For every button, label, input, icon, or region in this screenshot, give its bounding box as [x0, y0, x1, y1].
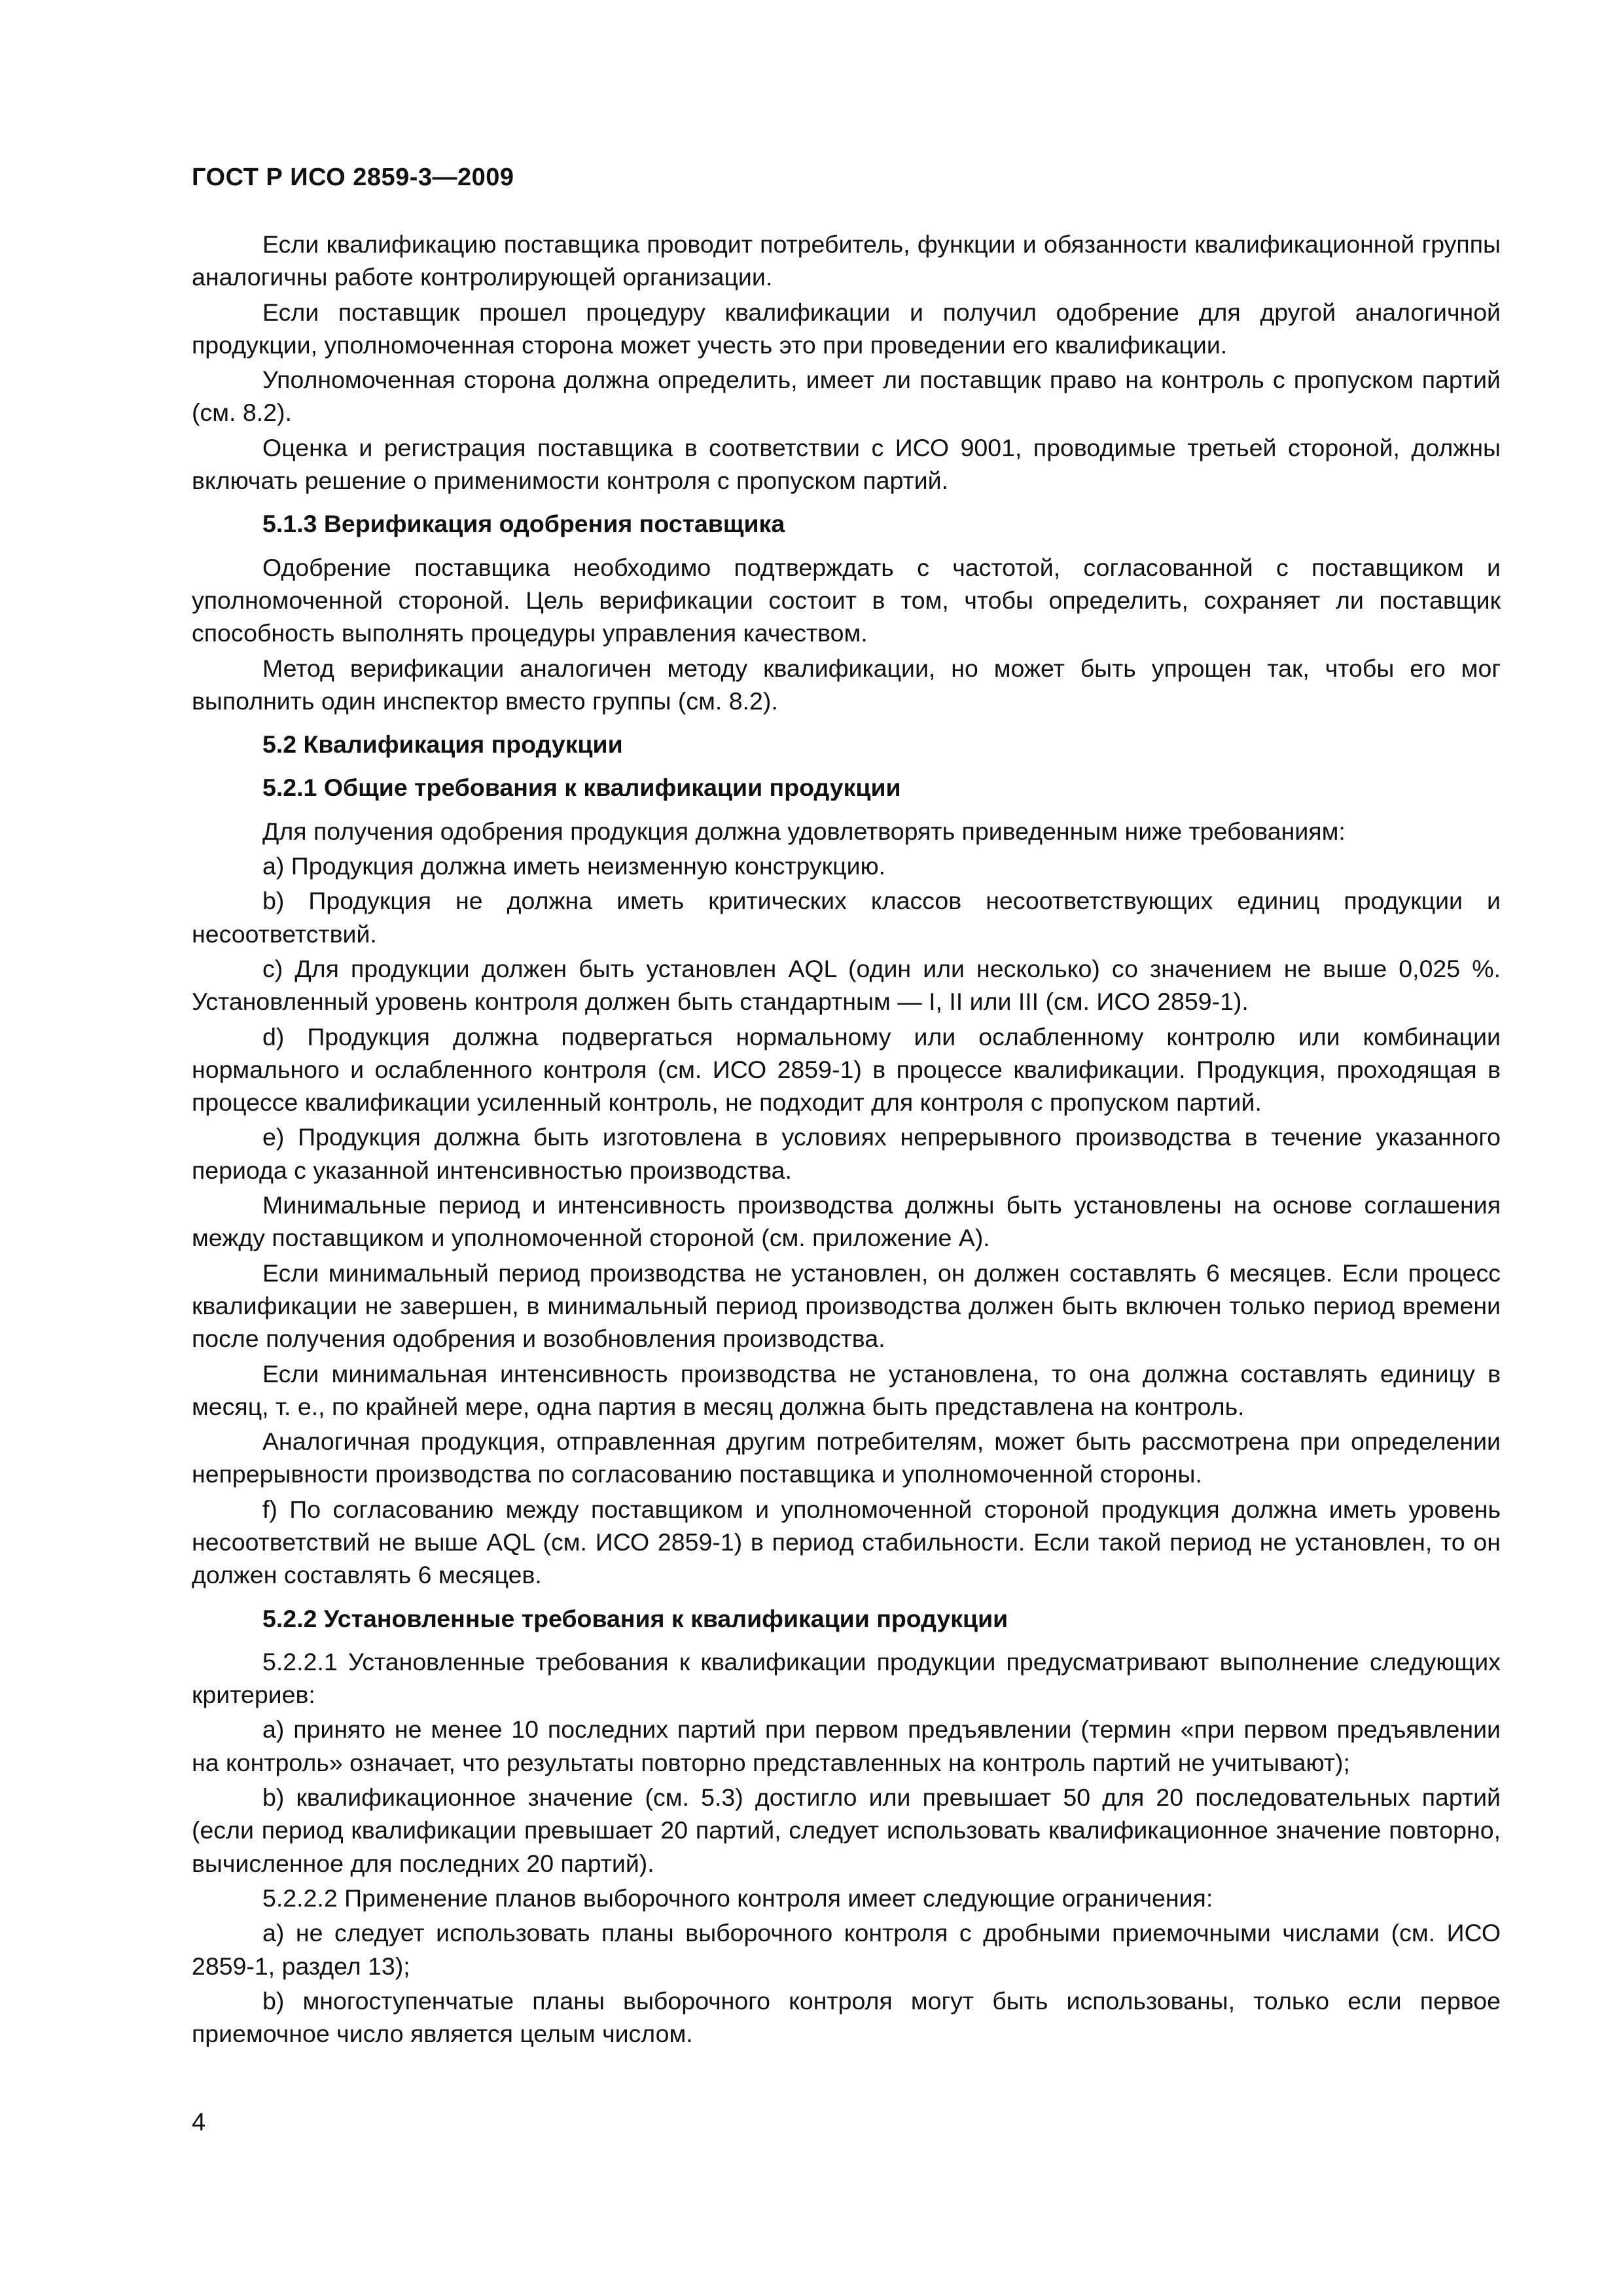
section-heading: 5.2 Квалификация продукции — [262, 730, 623, 759]
list-item: a) Продукция должна иметь неизменную конструкцию. — [262, 852, 886, 880]
list-item: a) не следует использовать планы выборочного контроля с дробными приемочными числами (см. ИСО 2859-1, раздел 13); — [192, 1919, 1501, 1980]
paragraph: 5.2.2.1 Установленные требования к квалификации продукции предусматривают выполнение следующих критериев: — [192, 1647, 1501, 1709]
list-item: b) квалификационное значение (см. 5.3) достигло или превышает 50 для 20 последовательных партий (если период квалификации превышает 20 партий, следует использовать квалификационное значение повторно, вычисленное для последних 20 партий). — [192, 1784, 1501, 1877]
paragraph: Если квалификацию поставщика проводит потребитель, функции и обязанности квалификационной группы аналогичны работе контролирующей организации. — [192, 230, 1501, 291]
paragraph: Для получения одобрения продукция должна удовлетворять приведенным ниже требованиям: — [262, 817, 1346, 845]
paragraph: Одобрение поставщика необходимо подтверждать с частотой, согласованной с поставщиком и уполномоченной стороной. Цель верификации состоит в том, чтобы определить, сохраняет ли поставщик способность выполнять процедуры управления качеством. — [192, 553, 1501, 647]
paragraph: Оценка и регистрация поставщика в соответствии с ИСО 9001, проводимые третьей стороной, должны включать решение о применимости контроля с пропуском партий. — [192, 433, 1501, 495]
list-item: a) принято не менее 10 последних партий при первом предъявлении (термин «при первом предъявлении на контроль» означает, что результаты повторно представленных на контроль партий не учитывают); — [192, 1715, 1501, 1776]
paragraph: Если поставщик прошел процедуру квалификации и получил одобрение для другой аналогичной продукции, уполномоченная сторона может учесть это при проведении его квалификации. — [192, 298, 1501, 359]
list-item: b) Продукция не должна иметь критических классов несоответствующих единиц продукции и несоответствий. — [192, 887, 1501, 948]
paragraph: 5.2.2.2 Применение планов выборочного контроля имеет следующие ограничения: — [262, 1884, 1213, 1912]
paragraph: Если минимальная интенсивность производства не установлена, то она должна составлять единицу в месяц, т. е., по крайней мере, одна партия в месяц должна быть представлена на контроль. — [192, 1359, 1501, 1420]
list-item: d) Продукция должна подвергаться нормальному или ослабленному контролю или комбинации нормального и ослабленного контроля (см. ИСО 2859-1) в процессе квалификации. Продукция, проходящая в процессе квалификации усиленный контроль, не подходит для контроля с пропуском партий. — [192, 1022, 1501, 1117]
section-heading: 5.2.1 Общие требования к квалификации продукции — [262, 774, 901, 802]
paragraph: Аналогичная продукция, отправленная другим потребителям, может быть рассмотрена при определении непрерывности производства по согласованию поставщика и уполномоченной стороны. — [192, 1427, 1501, 1488]
list-item: c) Для продукции должен быть установлен AQL (один или несколько) со значением не выше 0,025 %. Установленный уровень контроля должен быть стандартным — I, II или III (см. ИСО 2859-1). — [192, 954, 1501, 1016]
section-heading: 5.2.2 Установленные требования к квалификации продукции — [262, 1604, 1008, 1632]
paragraph: Уполномоченная сторона должна определить, имеет ли поставщик право на контроль с пропуском партий (см. 8.2). — [192, 366, 1501, 427]
paragraph: Если минимальный период производства не установлен, он должен составлять 6 месяцев. Если процесс квалификации не завершен, в минимальный период производства должен быть включен только период времени после получения одобрения и возобновления производства. — [192, 1259, 1501, 1353]
document-page — [192, 0, 1501, 2296]
list-item: e) Продукция должна быть изготовлена в условиях непрерывного производства в течение указанного периода с указанной интенсивностью производства. — [192, 1123, 1501, 1184]
list-item: b) многоступенчатые планы выборочного контроля могут быть использованы, только если первое приемочное число является целым числом. — [192, 1986, 1501, 2048]
document-body — [192, 228, 1501, 2052]
list-item: f) По согласованию между поставщиком и уполномоченной стороной продукция должна иметь уровень несоответствий не выше AQL (см. ИСО 2859-1) в период стабильности. Если такой период не установлен, то он должен составлять 6 месяцев. — [192, 1495, 1501, 1589]
document-header: ГОСТ Р ИСО 2859-3—2009 — [192, 164, 514, 191]
paragraph: Минимальные период и интенсивность производства должны быть установлены на основе соглашения между поставщиком и уполномоченной стороной (см. приложение А). — [192, 1191, 1501, 1252]
page-number: 4 — [192, 2109, 206, 2136]
paragraph: Метод верификации аналогичен методу квалификации, но может быть упрощен так, чтобы его мог выполнить один инспектор вместо группы (см. 8.2). — [192, 654, 1501, 715]
section-heading: 5.1.3 Верификация одобрения поставщика — [262, 510, 785, 538]
